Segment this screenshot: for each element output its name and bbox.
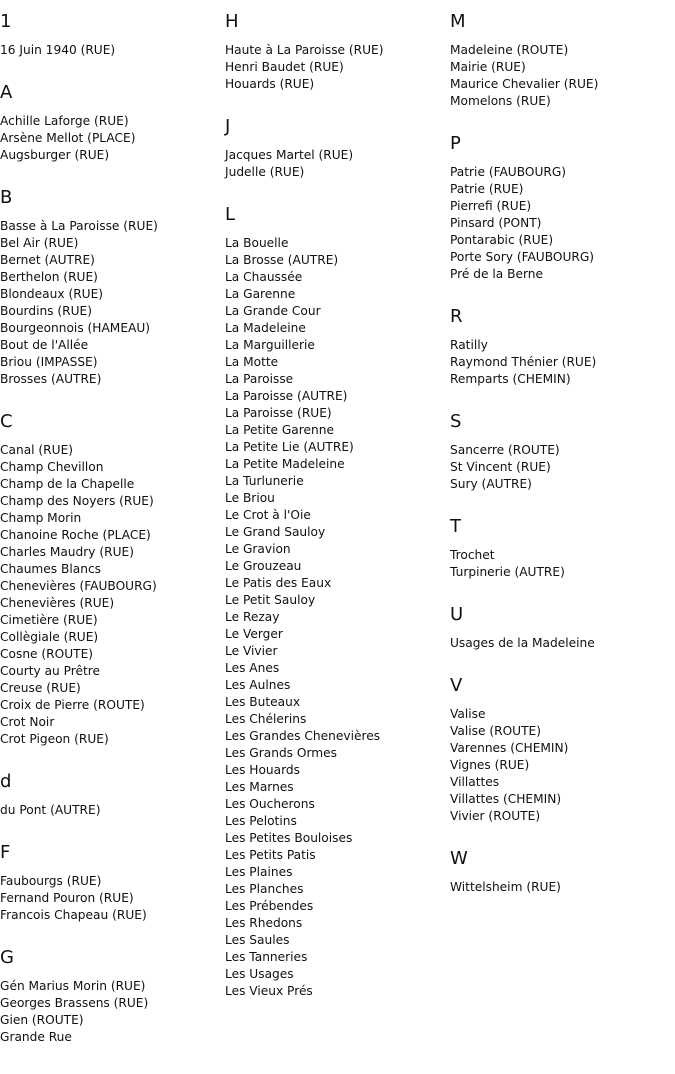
letter-section [450,847,670,896]
street-link[interactable]: Les Planches [225,882,304,896]
street-link[interactable]: Les Plaines [225,865,293,879]
letter-section [0,946,220,1046]
letter-section [0,841,220,924]
street-link[interactable]: Francois Chapeau (RUE) [0,908,147,922]
street-index-column-3 [450,0,670,918]
letter-section [450,132,670,283]
street-link[interactable]: Courty au Prêtre [0,664,101,678]
street-link[interactable]: Vivier (ROUTE) [450,809,541,823]
street-link[interactable]: Porte Sory (FAUBOURG) [450,250,595,264]
street-link[interactable]: La Petite Madeleine [225,457,345,471]
street-link[interactable]: Collègiale (RUE) [0,630,99,644]
street-link[interactable]: Le Patis des Eaux [225,576,332,590]
street-link[interactable]: Sancerre (ROUTE) [450,443,560,457]
street-link[interactable]: Les Buteaux [225,695,301,709]
letter-heading: A [0,82,13,103]
street-list [0,218,220,388]
street-link[interactable]: Momelons (RUE) [450,94,551,108]
street-list [0,978,220,1046]
letter-heading: d [0,771,12,792]
letter-heading: J [225,116,231,137]
street-list [450,547,670,581]
street-link[interactable]: Blondeaux (RUE) [0,287,104,301]
letter-section [0,10,220,59]
street-link[interactable]: Le Gravion [225,542,291,556]
street-link[interactable]: La Grande Cour [225,304,321,318]
street-link[interactable]: Bourdins (RUE) [0,304,93,318]
street-link[interactable]: Le Briou [225,491,275,505]
street-link[interactable]: Les Tanneries [225,950,308,964]
street-list [450,164,670,283]
street-list [0,442,220,748]
street-link[interactable]: Patrie (FAUBOURG) [450,165,567,179]
letter-section [0,81,220,164]
street-link[interactable]: Gén Marius Morin (RUE) [0,979,146,993]
letter-section [225,10,445,93]
street-link[interactable]: La Petite Lie (AUTRE) [225,440,354,454]
street-link[interactable]: Raymond Thénier (RUE) [450,355,597,369]
letter-section [0,410,220,748]
street-link[interactable]: Chenevières (RUE) [0,596,115,610]
street-link[interactable]: Les Grands Ormes [225,746,338,760]
street-link[interactable]: Pré de la Berne [450,267,543,281]
street-link[interactable]: La Petite Garenne [225,423,334,437]
letter-heading: L [225,204,236,225]
street-link[interactable]: Judelle (RUE) [225,165,305,179]
street-link[interactable]: Bel Air (RUE) [0,236,79,250]
letter-section [0,186,220,388]
letter-heading: H [225,11,239,32]
letter-section [225,115,445,181]
street-link[interactable]: Villattes (CHEMIN) [450,792,562,806]
street-link[interactable]: Arsène Mellot (PLACE) [0,131,136,145]
letter-heading: S [450,411,462,432]
street-link[interactable]: Ratilly [450,338,488,352]
street-link[interactable]: Bernet (AUTRE) [0,253,95,267]
street-link[interactable]: Patrie (RUE) [450,182,524,196]
street-list [450,337,670,388]
street-link[interactable]: Les Petites Bouloises [225,831,353,845]
letter-heading: C [0,411,13,432]
street-link[interactable]: Trochet [450,548,495,562]
street-link[interactable]: Crot Pigeon (RUE) [0,732,109,746]
street-link[interactable]: Achille Laforge (RUE) [0,114,129,128]
street-link[interactable]: Le Petit Sauloy [225,593,316,607]
street-link[interactable]: Les Houards [225,763,300,777]
street-link[interactable]: Gien (ROUTE) [0,1013,84,1027]
street-list [450,879,670,896]
street-link[interactable]: Valise (ROUTE) [450,724,541,738]
street-link[interactable]: Grande Rue [0,1030,72,1044]
street-link[interactable]: La Paroisse (RUE) [225,406,332,420]
street-link[interactable]: La Brosse (AUTRE) [225,253,339,267]
street-link[interactable]: Cosne (ROUTE) [0,647,94,661]
letter-heading: M [450,11,466,32]
letter-heading: R [450,306,463,327]
street-link[interactable]: Les Rhedons [225,916,303,930]
street-link[interactable]: Usages de la Madeleine [450,636,595,650]
street-link[interactable]: Faubourgs (RUE) [0,874,102,888]
street-link[interactable]: Les Saules [225,933,290,947]
street-link[interactable]: Les Usages [225,967,294,981]
street-link[interactable]: La Madeleine [225,321,306,335]
street-link[interactable]: Les Vieux Prés [225,984,313,998]
street-link[interactable]: Georges Brassens (RUE) [0,996,149,1010]
street-link[interactable]: Chenevières (FAUBOURG) [0,579,157,593]
street-link[interactable]: St Vincent (RUE) [450,460,551,474]
street-index-column-1 [0,0,220,1068]
street-list [450,42,670,110]
street-list [450,635,670,652]
street-link[interactable]: Champ Chevillon [0,460,104,474]
street-link[interactable]: Wittelsheim (RUE) [450,880,561,894]
street-link[interactable]: Les Pelotins [225,814,297,828]
street-link[interactable]: Augsburger (RUE) [0,148,110,162]
letter-heading: T [450,516,461,537]
street-link[interactable]: Berthelon (RUE) [0,270,98,284]
street-list [225,147,445,181]
street-link[interactable]: La Bouelle [225,236,289,250]
street-link[interactable]: Pinsard (PONT) [450,216,542,230]
letter-heading: W [450,848,468,869]
street-link[interactable]: Vignes (RUE) [450,758,530,772]
street-link[interactable]: du Pont (AUTRE) [0,803,101,817]
street-link[interactable]: Varennes (CHEMIN) [450,741,569,755]
street-link[interactable]: La Motte [225,355,279,369]
letter-heading: V [450,675,463,696]
street-link[interactable]: Henri Baudet (RUE) [225,60,344,74]
street-link[interactable]: Jacques Martel (RUE) [225,148,354,162]
street-link[interactable]: Le Grouzeau [225,559,302,573]
street-link[interactable]: Remparts (CHEMIN) [450,372,571,386]
street-link[interactable]: Champ de la Chapelle [0,477,135,491]
street-link[interactable]: Le Rezay [225,610,280,624]
street-list [0,42,220,59]
street-link[interactable]: 16 Juin 1940 (RUE) [0,43,116,57]
street-list [0,873,220,924]
street-link[interactable]: La Paroisse [225,372,294,386]
street-link[interactable]: Les Prébendes [225,899,314,913]
letter-heading: F [0,842,11,863]
street-list [225,42,445,93]
street-link[interactable]: Basse à La Paroisse (RUE) [0,219,158,233]
street-link[interactable]: Chanoine Roche (PLACE) [0,528,151,542]
letter-section [450,674,670,825]
letter-heading: B [0,187,13,208]
street-link[interactable]: Les Grandes Chenevières [225,729,381,743]
street-link[interactable]: Turpinerie (AUTRE) [450,565,565,579]
street-list [450,706,670,825]
street-link[interactable]: Madeleine (ROUTE) [450,43,569,57]
street-link[interactable]: Les Marnes [225,780,294,794]
letter-heading: U [450,604,464,625]
street-link[interactable]: Villattes [450,775,500,789]
street-link[interactable]: Fernand Pouron (RUE) [0,891,134,905]
street-list [225,235,445,1000]
street-link[interactable]: Valise [450,707,486,721]
street-link[interactable]: La Chaussée [225,270,303,284]
street-link[interactable]: La Paroisse (AUTRE) [225,389,348,403]
street-link[interactable]: Pontarabic (RUE) [450,233,554,247]
street-link[interactable]: Croix de Pierre (ROUTE) [0,698,145,712]
street-link[interactable]: La Turlunerie [225,474,304,488]
street-link[interactable]: Maurice Chevalier (RUE) [450,77,599,91]
street-link[interactable]: Le Grand Sauloy [225,525,326,539]
street-link[interactable]: Charles Maudry (RUE) [0,545,134,559]
street-list [0,113,220,164]
street-link[interactable]: Houards (RUE) [225,77,315,91]
letter-section [450,603,670,652]
street-link[interactable]: Les Anes [225,661,280,675]
letter-section [450,305,670,388]
street-link[interactable]: Champ Morin [0,511,82,525]
street-link[interactable]: Chaumes Blancs [0,562,102,576]
street-link[interactable]: Haute à La Paroisse (RUE) [225,43,384,57]
letter-heading: G [0,947,14,968]
street-link[interactable]: La Marguillerie [225,338,315,352]
street-link[interactable]: Canal (RUE) [0,443,74,457]
street-link[interactable]: Creuse (RUE) [0,681,81,695]
street-list [0,802,220,819]
letter-section [450,410,670,493]
street-index-column-2 [225,0,445,1022]
street-link[interactable]: Mairie (RUE) [450,60,526,74]
street-link[interactable]: Crot Noir [0,715,55,729]
street-link[interactable]: Briou (IMPASSE) [0,355,98,369]
letter-section [450,515,670,581]
street-link[interactable]: Cimetière (RUE) [0,613,98,627]
street-link[interactable]: Brosses (AUTRE) [0,372,102,386]
letter-heading: P [450,133,461,154]
street-link[interactable]: Les Oucherons [225,797,315,811]
letter-section [450,10,670,110]
street-link[interactable]: Le Verger [225,627,283,641]
street-link[interactable]: Pierrefi (RUE) [450,199,532,213]
street-link[interactable]: La Garenne [225,287,296,301]
street-link[interactable]: Sury (AUTRE) [450,477,532,491]
street-link[interactable]: Bourgeonnois (HAMEAU) [0,321,151,335]
letter-heading: 1 [0,11,12,32]
street-link[interactable]: Les Chélerins [225,712,307,726]
street-link[interactable]: Le Vivier [225,644,278,658]
letter-section [225,203,445,1000]
street-link[interactable]: Bout de l'Allée [0,338,89,352]
street-list [450,442,670,493]
street-link[interactable]: Le Crot à l'Oie [225,508,311,522]
street-link[interactable]: Les Aulnes [225,678,291,692]
street-link[interactable]: Les Petits Patis [225,848,316,862]
letter-section [0,770,220,819]
street-link[interactable]: Champ des Noyers (RUE) [0,494,154,508]
